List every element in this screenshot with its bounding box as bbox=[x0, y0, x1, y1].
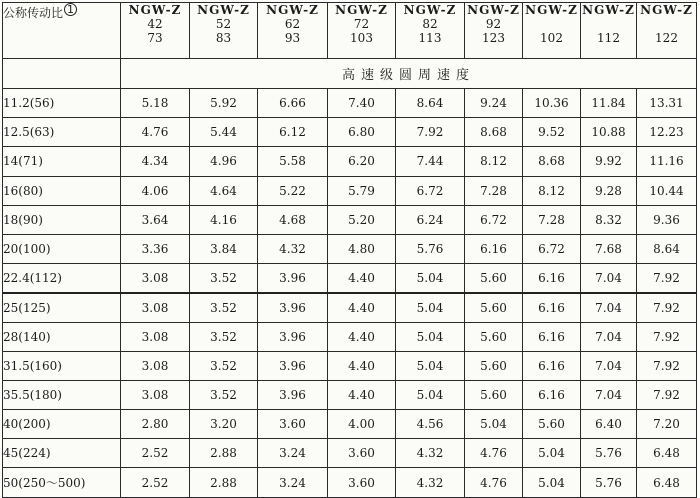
speed-table bbox=[2, 2, 697, 498]
model-header-9 bbox=[637, 3, 697, 59]
speed-value-cell: 3.52 bbox=[190, 322, 258, 351]
model-name: NGW-Z bbox=[266, 3, 319, 17]
speed-value-cell: 9.36 bbox=[637, 205, 697, 234]
model-name: NGW-Z bbox=[467, 3, 520, 17]
model-header-row bbox=[3, 3, 697, 59]
model-name: NGW-Z bbox=[128, 3, 182, 17]
speed-value-cell: 5.60 bbox=[465, 293, 523, 322]
model-size: 113 bbox=[418, 31, 442, 45]
ratio-cell: 45(224) bbox=[3, 439, 121, 468]
speed-value-cell: 9.28 bbox=[581, 176, 637, 205]
ratio-cell: 22.4(112) bbox=[3, 264, 121, 293]
speed-value-cell: 5.04 bbox=[396, 264, 465, 293]
speed-value-cell: 3.96 bbox=[258, 351, 328, 380]
table-row bbox=[3, 439, 697, 468]
speed-value-cell: 3.52 bbox=[190, 293, 258, 322]
speed-value-cell: 6.72 bbox=[465, 205, 523, 234]
speed-value-cell: 5.76 bbox=[581, 439, 637, 468]
speed-value-cell: 9.92 bbox=[581, 147, 637, 176]
speed-value-cell: 6.72 bbox=[396, 176, 465, 205]
model-name: NGW-Z bbox=[640, 3, 693, 17]
ratio-cell: 16(80) bbox=[3, 176, 121, 205]
speed-value-cell: 5.04 bbox=[396, 322, 465, 351]
speed-value-cell: 7.92 bbox=[637, 380, 697, 409]
speed-value-cell: 5.04 bbox=[396, 380, 465, 409]
model-header-6 bbox=[465, 3, 523, 59]
speed-value-cell: 4.68 bbox=[258, 205, 328, 234]
table-row bbox=[3, 118, 697, 147]
speed-value-cell: 7.04 bbox=[581, 322, 637, 351]
speed-value-cell: 5.92 bbox=[190, 89, 258, 118]
speed-value-cell: 5.04 bbox=[396, 293, 465, 322]
speed-value-cell: 6.16 bbox=[523, 322, 581, 351]
ratio-cell: 20(100) bbox=[3, 234, 121, 263]
speed-value-cell: 5.60 bbox=[465, 264, 523, 293]
speed-value-cell: 6.16 bbox=[465, 234, 523, 263]
table-row bbox=[3, 147, 697, 176]
speed-value-cell: 3.08 bbox=[121, 380, 190, 409]
speed-value-cell: 3.08 bbox=[121, 264, 190, 293]
table-body bbox=[3, 89, 697, 498]
speed-value-cell: 2.52 bbox=[121, 439, 190, 468]
model-name: NGW-Z bbox=[335, 3, 388, 17]
speed-value-cell: 6.16 bbox=[523, 351, 581, 380]
speed-value-cell: 7.04 bbox=[581, 351, 637, 380]
speed-value-cell: 4.40 bbox=[328, 293, 396, 322]
speed-value-cell: 4.40 bbox=[328, 264, 396, 293]
speed-value-cell: 3.60 bbox=[328, 439, 396, 468]
speed-value-cell: 3.24 bbox=[258, 468, 328, 497]
model-header-8 bbox=[581, 3, 637, 59]
speed-value-cell: 5.58 bbox=[258, 147, 328, 176]
speed-value-cell: 5.60 bbox=[465, 351, 523, 380]
model-name: NGW-Z bbox=[525, 3, 578, 17]
speed-value-cell: 6.20 bbox=[328, 147, 396, 176]
model-header-4 bbox=[328, 3, 396, 59]
model-size: 92 bbox=[485, 17, 502, 31]
table-row bbox=[3, 468, 697, 497]
speed-value-cell: 8.64 bbox=[396, 89, 465, 118]
model-size: 82 bbox=[422, 17, 438, 31]
ratio-cell: 12.5(63) bbox=[3, 118, 121, 147]
speed-value-cell: 6.12 bbox=[258, 118, 328, 147]
speed-value-cell: 5.76 bbox=[396, 234, 465, 263]
speed-value-cell: 5.60 bbox=[465, 322, 523, 351]
speed-value-cell: 2.80 bbox=[121, 410, 190, 439]
speed-value-cell: 4.64 bbox=[190, 176, 258, 205]
model-size: 72 bbox=[353, 17, 370, 31]
speed-value-cell: 4.32 bbox=[258, 234, 328, 263]
table-row bbox=[3, 234, 697, 263]
model-name: NGW-Z bbox=[197, 3, 250, 17]
speed-value-cell: 3.60 bbox=[328, 468, 396, 497]
speed-value-cell: 5.60 bbox=[523, 410, 581, 439]
speed-value-cell: 5.79 bbox=[328, 176, 396, 205]
speed-value-cell: 7.68 bbox=[581, 234, 637, 263]
speed-value-cell: 5.44 bbox=[190, 118, 258, 147]
table-row bbox=[3, 205, 697, 234]
table-row bbox=[3, 176, 697, 205]
model-size: 112 bbox=[597, 31, 620, 45]
speed-value-cell: 9.52 bbox=[523, 118, 581, 147]
speed-value-cell: 8.68 bbox=[523, 147, 581, 176]
ratio-cell: 11.2(56) bbox=[3, 89, 121, 118]
speed-value-cell: 5.04 bbox=[523, 468, 581, 497]
model-size bbox=[637, 17, 696, 31]
speed-value-cell: 6.48 bbox=[637, 468, 697, 497]
table-row bbox=[3, 293, 697, 322]
speed-value-cell: 7.92 bbox=[637, 264, 697, 293]
ratio-cell: 14(71) bbox=[3, 147, 121, 176]
ratio-cell: 40(200) bbox=[3, 410, 121, 439]
model-header-5 bbox=[396, 3, 465, 59]
model-size: 122 bbox=[655, 31, 678, 45]
speed-value-cell: 8.68 bbox=[465, 118, 523, 147]
speed-value-cell: 11.16 bbox=[637, 147, 697, 176]
speed-value-cell: 7.92 bbox=[396, 118, 465, 147]
document-page bbox=[2, 2, 698, 495]
speed-value-cell: 7.92 bbox=[637, 322, 697, 351]
model-header-3 bbox=[258, 3, 328, 59]
ratio-cell: 25(125) bbox=[3, 293, 121, 322]
speed-value-cell: 7.28 bbox=[523, 205, 581, 234]
speed-value-cell: 10.36 bbox=[523, 89, 581, 118]
speed-value-cell: 10.44 bbox=[637, 176, 697, 205]
speed-value-cell: 6.16 bbox=[523, 380, 581, 409]
speed-value-cell: 6.16 bbox=[523, 293, 581, 322]
speed-value-cell: 4.40 bbox=[328, 322, 396, 351]
speed-value-cell: 3.52 bbox=[190, 351, 258, 380]
table-row bbox=[3, 89, 697, 118]
speed-value-cell: 8.12 bbox=[465, 147, 523, 176]
speed-value-cell: 6.72 bbox=[523, 234, 581, 263]
speed-value-cell: 2.52 bbox=[121, 468, 190, 497]
speed-value-cell: 13.31 bbox=[637, 89, 697, 118]
speed-value-cell: 2.88 bbox=[190, 439, 258, 468]
speed-value-cell: 2.88 bbox=[190, 468, 258, 497]
speed-value-cell: 7.28 bbox=[465, 176, 523, 205]
model-size: 102 bbox=[540, 31, 563, 45]
speed-value-cell: 8.12 bbox=[523, 176, 581, 205]
speed-value-cell: 5.60 bbox=[465, 380, 523, 409]
ratio-cell: 18(90) bbox=[3, 205, 121, 234]
speed-value-cell: 7.04 bbox=[581, 264, 637, 293]
speed-value-cell: 6.48 bbox=[637, 439, 697, 468]
ratio-cell: 28(140) bbox=[3, 322, 121, 351]
speed-value-cell: 5.04 bbox=[523, 439, 581, 468]
model-size: 73 bbox=[147, 31, 163, 45]
speed-value-cell: 4.76 bbox=[465, 468, 523, 497]
model-name: NGW-Z bbox=[582, 3, 635, 17]
speed-value-cell: 6.24 bbox=[396, 205, 465, 234]
speed-value-cell: 3.52 bbox=[190, 264, 258, 293]
speed-value-cell: 3.08 bbox=[121, 351, 190, 380]
speed-value-cell: 3.24 bbox=[258, 439, 328, 468]
speed-value-cell: 9.24 bbox=[465, 89, 523, 118]
speed-value-cell: 6.16 bbox=[523, 264, 581, 293]
speed-value-cell: 4.40 bbox=[328, 380, 396, 409]
speed-value-cell: 3.96 bbox=[258, 293, 328, 322]
model-size: 62 bbox=[284, 17, 301, 31]
speed-value-cell: 7.04 bbox=[581, 380, 637, 409]
caption-row bbox=[3, 59, 697, 89]
model-size: 103 bbox=[350, 31, 373, 45]
table-row bbox=[3, 380, 697, 409]
footnote-mark: 1 bbox=[64, 3, 77, 16]
speed-value-cell: 5.22 bbox=[258, 176, 328, 205]
speed-value-cell: 4.32 bbox=[396, 439, 465, 468]
speed-value-cell: 7.04 bbox=[581, 293, 637, 322]
model-size bbox=[581, 17, 636, 31]
speed-value-cell: 8.32 bbox=[581, 205, 637, 234]
model-header-2 bbox=[190, 3, 258, 59]
ratio-column-label: 公称传动比 bbox=[3, 6, 64, 20]
model-size: 83 bbox=[215, 31, 232, 45]
speed-value-cell: 4.76 bbox=[465, 439, 523, 468]
speed-value-cell: 7.44 bbox=[396, 147, 465, 176]
speed-value-cell: 5.20 bbox=[328, 205, 396, 234]
speed-value-cell: 7.92 bbox=[637, 293, 697, 322]
speed-value-cell: 12.23 bbox=[637, 118, 697, 147]
speed-value-cell: 4.40 bbox=[328, 351, 396, 380]
speed-value-cell: 3.60 bbox=[258, 410, 328, 439]
ratio-cell: 31.5(160) bbox=[3, 351, 121, 380]
speed-value-cell: 6.80 bbox=[328, 118, 396, 147]
table-row bbox=[3, 351, 697, 380]
speed-value-cell: 4.76 bbox=[121, 118, 190, 147]
speed-value-cell: 3.84 bbox=[190, 234, 258, 263]
speed-caption: 高速级圆周速度 bbox=[121, 59, 697, 89]
model-header-7 bbox=[523, 3, 581, 59]
model-size: 52 bbox=[215, 17, 232, 31]
speed-value-cell: 5.18 bbox=[121, 89, 190, 118]
speed-value-cell: 5.04 bbox=[465, 410, 523, 439]
table-row bbox=[3, 322, 697, 351]
model-name: NGW-Z bbox=[403, 3, 457, 17]
speed-value-cell: 6.66 bbox=[258, 89, 328, 118]
speed-value-cell: 3.36 bbox=[121, 234, 190, 263]
speed-value-cell: 4.06 bbox=[121, 176, 190, 205]
speed-value-cell: 4.16 bbox=[190, 205, 258, 234]
speed-value-cell: 10.88 bbox=[581, 118, 637, 147]
speed-value-cell: 3.08 bbox=[121, 293, 190, 322]
speed-value-cell: 5.04 bbox=[396, 351, 465, 380]
table-row bbox=[3, 410, 697, 439]
speed-value-cell: 7.20 bbox=[637, 410, 697, 439]
speed-value-cell: 7.40 bbox=[328, 89, 396, 118]
speed-value-cell: 3.08 bbox=[121, 322, 190, 351]
speed-value-cell: 3.20 bbox=[190, 410, 258, 439]
ratio-cell: 35.5(180) bbox=[3, 380, 121, 409]
speed-value-cell: 3.96 bbox=[258, 264, 328, 293]
speed-value-cell: 4.34 bbox=[121, 147, 190, 176]
model-header-1 bbox=[121, 3, 190, 59]
table-row bbox=[3, 264, 697, 293]
speed-value-cell: 6.40 bbox=[581, 410, 637, 439]
speed-value-cell: 3.52 bbox=[190, 380, 258, 409]
model-size: 123 bbox=[482, 31, 505, 45]
corner-cell bbox=[3, 59, 121, 89]
ratio-column-header bbox=[3, 3, 121, 59]
speed-value-cell: 3.64 bbox=[121, 205, 190, 234]
speed-value-cell: 3.96 bbox=[258, 380, 328, 409]
speed-value-cell: 4.80 bbox=[328, 234, 396, 263]
speed-value-cell: 8.64 bbox=[637, 234, 697, 263]
model-size: 42 bbox=[147, 17, 163, 31]
speed-value-cell: 5.76 bbox=[581, 468, 637, 497]
speed-value-cell: 11.84 bbox=[581, 89, 637, 118]
model-size bbox=[523, 17, 580, 31]
speed-value-cell: 4.32 bbox=[396, 468, 465, 497]
ratio-cell: 50(250～500) bbox=[3, 468, 121, 497]
speed-value-cell: 7.92 bbox=[637, 351, 697, 380]
speed-value-cell: 4.56 bbox=[396, 410, 465, 439]
speed-value-cell: 4.00 bbox=[328, 410, 396, 439]
speed-value-cell: 4.96 bbox=[190, 147, 258, 176]
model-size: 93 bbox=[284, 31, 301, 45]
speed-value-cell: 3.96 bbox=[258, 322, 328, 351]
